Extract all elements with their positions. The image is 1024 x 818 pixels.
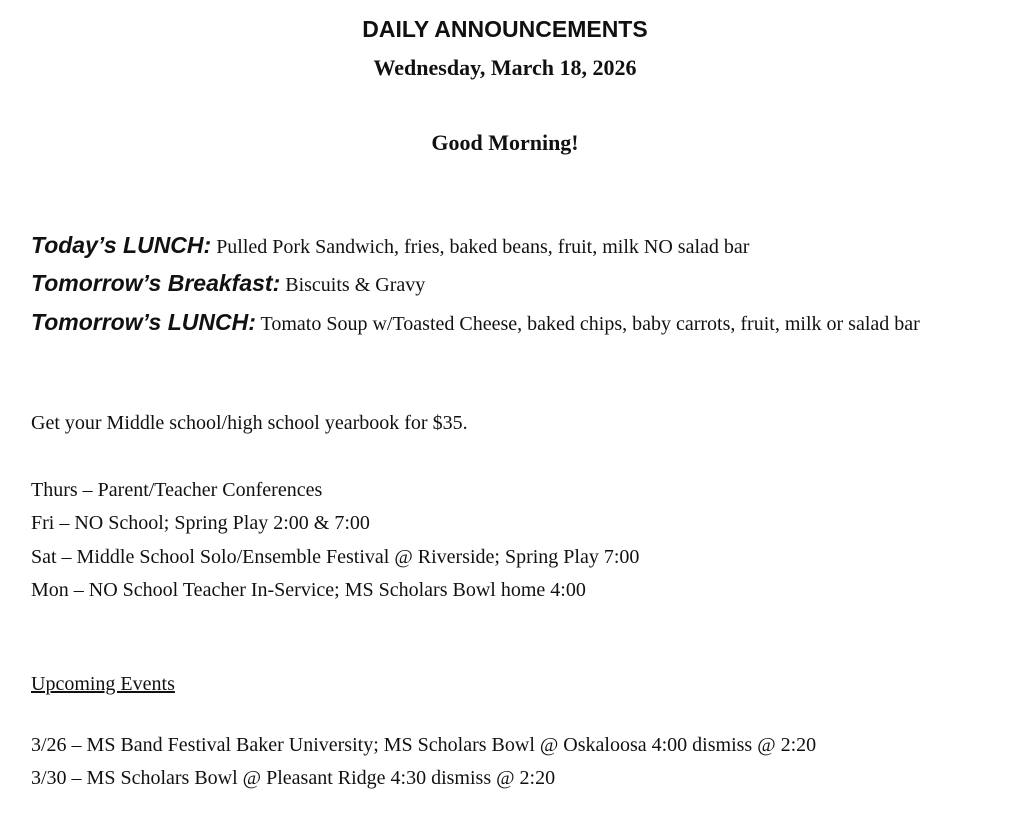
upcoming-events-heading: Upcoming Events <box>31 673 175 695</box>
schedule-item: Sat – Middle School Solo/Ensemble Festival @ Riverside; Spring Play 7:00 <box>31 546 640 568</box>
announcement-date: Wednesday, March 18, 2026 <box>373 55 637 80</box>
tomorrow-lunch-label: Tomorrow’s LUNCH: <box>31 309 256 335</box>
tomorrow-breakfast-line <box>31 266 991 302</box>
tomorrow-lunch-menu: Tomato Soup w/Toasted Cheese, baked chips, baby carrots, fruit, milk or salad bar <box>255 313 920 335</box>
yearbook-notice: Get your Middle school/high school yearbook for $35. <box>31 412 468 434</box>
today-lunch-label: Today’s LUNCH: <box>31 232 212 258</box>
today-lunch-menu: Pulled Pork Sandwich, fries, baked beans, fruit, milk NO salad bar <box>211 236 750 258</box>
greeting-text: Good Morning! <box>431 130 579 155</box>
upcoming-event-item: 3/26 – MS Band Festival Baker University; MS Scholars Bowl @ Oskaloosa 4:00 dismiss @ 2:20 <box>31 734 817 756</box>
schedule-item: Fri – NO School; Spring Play 2:00 & 7:00 <box>31 512 370 534</box>
tomorrow-lunch-line <box>31 305 991 341</box>
page-title: DAILY ANNOUNCEMENTS <box>362 16 648 42</box>
schedule-item: Thurs – Parent/Teacher Conferences <box>31 479 323 501</box>
upcoming-event-item: 3/30 – MS Scholars Bowl @ Pleasant Ridge 4:30 dismiss @ 2:20 <box>31 767 556 789</box>
tomorrow-breakfast-menu: Biscuits & Gravy <box>280 274 426 296</box>
tomorrow-breakfast-label: Tomorrow’s Breakfast: <box>31 270 281 296</box>
today-lunch-line <box>31 228 991 264</box>
schedule-item: Mon – NO School Teacher In-Service; MS Scholars Bowl home 4:00 <box>31 579 586 601</box>
